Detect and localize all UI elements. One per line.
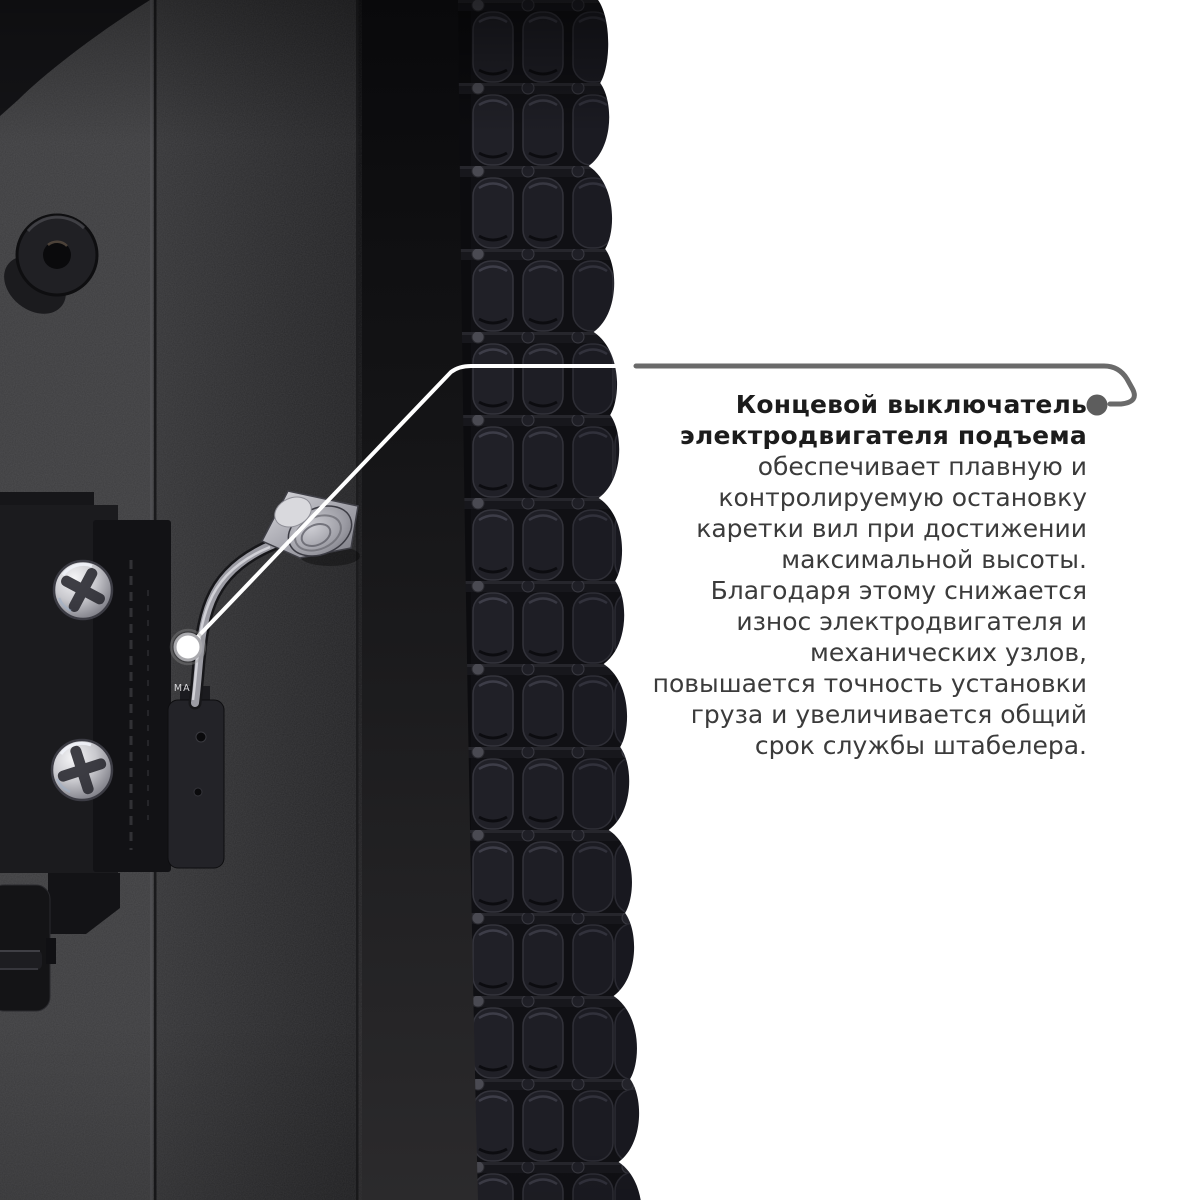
callout-body-line: максимальной высоты. <box>781 545 1087 574</box>
callout-body-line: контролируемую остановку <box>718 483 1087 512</box>
callout-body-line: срок службы штабелера. <box>754 731 1087 760</box>
switch-body <box>168 700 224 868</box>
callout-body-line: каретки вил при достижении <box>696 514 1087 543</box>
switch-label: MAX <box>173 683 199 694</box>
cable-connector <box>0 885 56 1011</box>
callout-body-line: повышается точность установки <box>652 669 1087 698</box>
callout-body-line: Благодаря этому снижается <box>710 576 1087 605</box>
phillips-screw-bottom <box>50 738 113 801</box>
callout-end-dot <box>1087 395 1108 416</box>
callout-title-line-2: электродвигателя подъема <box>679 421 1087 450</box>
callout-body-line: обеспечивает плавную и <box>757 452 1087 481</box>
callout-text-block <box>567 389 1087 761</box>
callout-body-line: механических узлов, <box>810 638 1087 667</box>
callout-title-line-1: Концевой выключатель <box>735 390 1087 419</box>
callout-body-line: груза и увеличивается общий <box>690 700 1087 729</box>
callout-body-line: износ электродвигателя и <box>736 607 1087 636</box>
